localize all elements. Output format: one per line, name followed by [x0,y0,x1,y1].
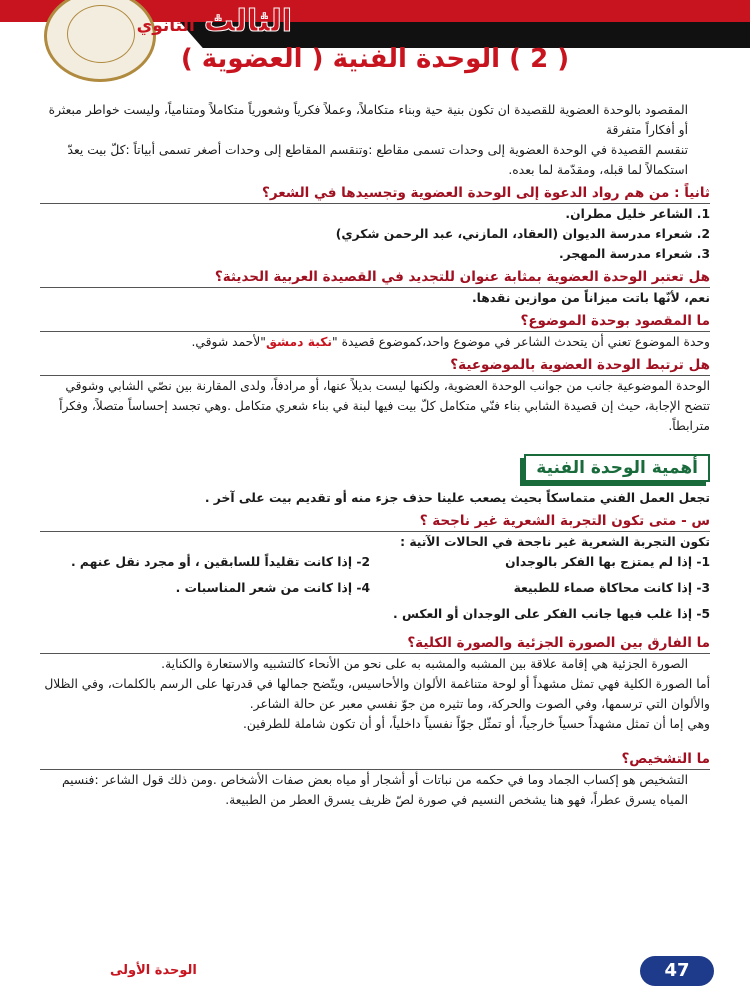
grade-label [137,4,292,39]
question-pioneers: ثانياً : من هم رواد الدعوة إلى الوحدة العضوية وتجسيدها في الشعر؟ [40,183,710,204]
intro-paragraph-1: المقصود بالوحدة العضوية للقصيدة ان تكون بنية حية وبناء متكاملاً، وعملاً فكرياً وشعورياً متكاملاً ومتنامياً، وليست خواطر مبعثرة أو أفكاراً متفرقة [48,103,688,137]
pioneer-item-1: 1. الشاعر خليل مطران. [565,207,710,221]
answer-topic-unity: وحدة الموضوع تعني أن يتحدث الشاعر في موضوع واحد،كموضوع قصيدة "نكبة دمشق"لأحمد شوقي. [191,335,710,349]
case-item-4: 4- إذا كانت من شعر المناسبات . [175,581,370,595]
case-item-2: 2- إذا كانت تقليداً للسابقين ، أو مجرد نقل عنهم . [70,555,370,569]
case-item-5: 5- إذا غلب فيها جانب الفكر على الوجدان أو العكس . [393,607,710,621]
poem-title-quote: نكبة دمشق [265,335,333,349]
image-line-2: أما الصورة الكلية فهي تمثل مشهداً أو لوحة متناغمة الألوان والأحاسيس، ويتّضح جمالها في قدرتها على الرسم بالكلمات، وفي الظلال والألوان التي ترسمها، وفي الصوت والحركة، وما تثيره من جوّ نفسي معبر عن حالة الشاعر. [44,677,710,711]
failed-experience-intro: تكون التجربة الشعرية غير ناجحة في الحالات الآتية : [400,535,710,549]
footer-unit-label: الوحدة الأولى [110,963,197,978]
image-line-1: الصورة الجزئية هي إقامة علاقة بين المشبه والمشبه به على نحو من الأنحاء كالتشبيه والاستعارة والكناية. [161,657,688,671]
case-item-1: 1- إذا لم يمتزج بها الفكر بالوجدان [505,555,710,569]
intro-paragraph-2: تنقسم القصيدة في الوحدة العضوية إلى وحدات تسمى مقاطع :وتنقسم المقاطع إلى وحدات أصغر تسمى أبياتاً :كلّ بيت يعدّ استكمالاً لما قبله، ومقدّمة لما بعده. [67,143,688,177]
grade-small: الثانوي [136,16,195,36]
failed-cases-list-2 [40,578,710,598]
unit-title: ( 2 ) الوحدة الفنية ( العضوية ) [180,44,570,74]
question-failed-experience: س - متى تكون التجربة الشعرية غير ناجحة ؟ [40,511,710,532]
image-line-3: وهي إما أن تمثل مشهداً حسياً خارجياً، أو تمثّل جوّاً نفسياً داخلياً، أو أن تكون شاملة للطرفين. [243,717,710,731]
pioneer-item-3: 3. شعراء مدرسة المهجر. [559,247,710,261]
question-image-difference: ما الفارق بين الصورة الجزئية والصورة الكلية؟ [40,633,710,654]
answer-objectivity: الوحدة الموضوعية جانب من جوانب الوحدة العضوية، ولكنها ليست بديلاً عنها، أو مرادفاً، ولدى المقارنة بين نصّي الشابي وشوقي تتضح الإجابة، حيث إن قصيدة الشابي بناء فنّي متكامل كلّ بيت فيها لبنة في بناء شعري متكامل .وهي تجسد إحساساً متصلاً، وفكراً مترابطاً. [59,379,710,433]
failed-cases-list [40,552,710,572]
grade-big: الثالث [203,4,292,39]
pioneer-item-2: 2. شعراء مدرسة الديوان (العقاد، المازني، عبد الرحمن شكري) [335,227,710,241]
section-title-importance: أهمية الوحدة الفنية [524,454,710,482]
answer-renewal: نعم، لأنّها باتت ميزاناً من موازين نقدها. [471,291,710,305]
page-content [40,100,710,810]
case-item-3: 3- إذا كانت محاكاة صماء للطبيعة [513,581,710,595]
question-personification: ما التشخيص؟ [40,749,710,770]
question-renewal: هل تعتبر الوحدة العضوية بمثابة عنوان للتجديد في القصيدة العربية الحديثة؟ [40,267,710,288]
question-objectivity: هل ترتبط الوحدة العضوية بالموضوعية؟ [40,355,710,376]
question-topic-unity: ما المقصود بوحدة الموضوع؟ [40,311,710,332]
page-number: 47 [640,956,714,986]
answer-personification: التشخيص هو إكساب الجماد وما في حكمه من نباتات أو أشجار أو مياه بعض صفات الأشخاص .ومن ذلك قول الشاعر :فنسيم المياه يسرق عطراً، فهو هنا يشخص النسيم في صورة لصّ ظريف يسرق العطر من الطبيعة. [61,773,688,807]
importance-text: تجعل العمل الفني متماسكاً بحيث يصعب علينا حذف جزء منه أو تقديم بيت على آخر . [204,491,710,505]
